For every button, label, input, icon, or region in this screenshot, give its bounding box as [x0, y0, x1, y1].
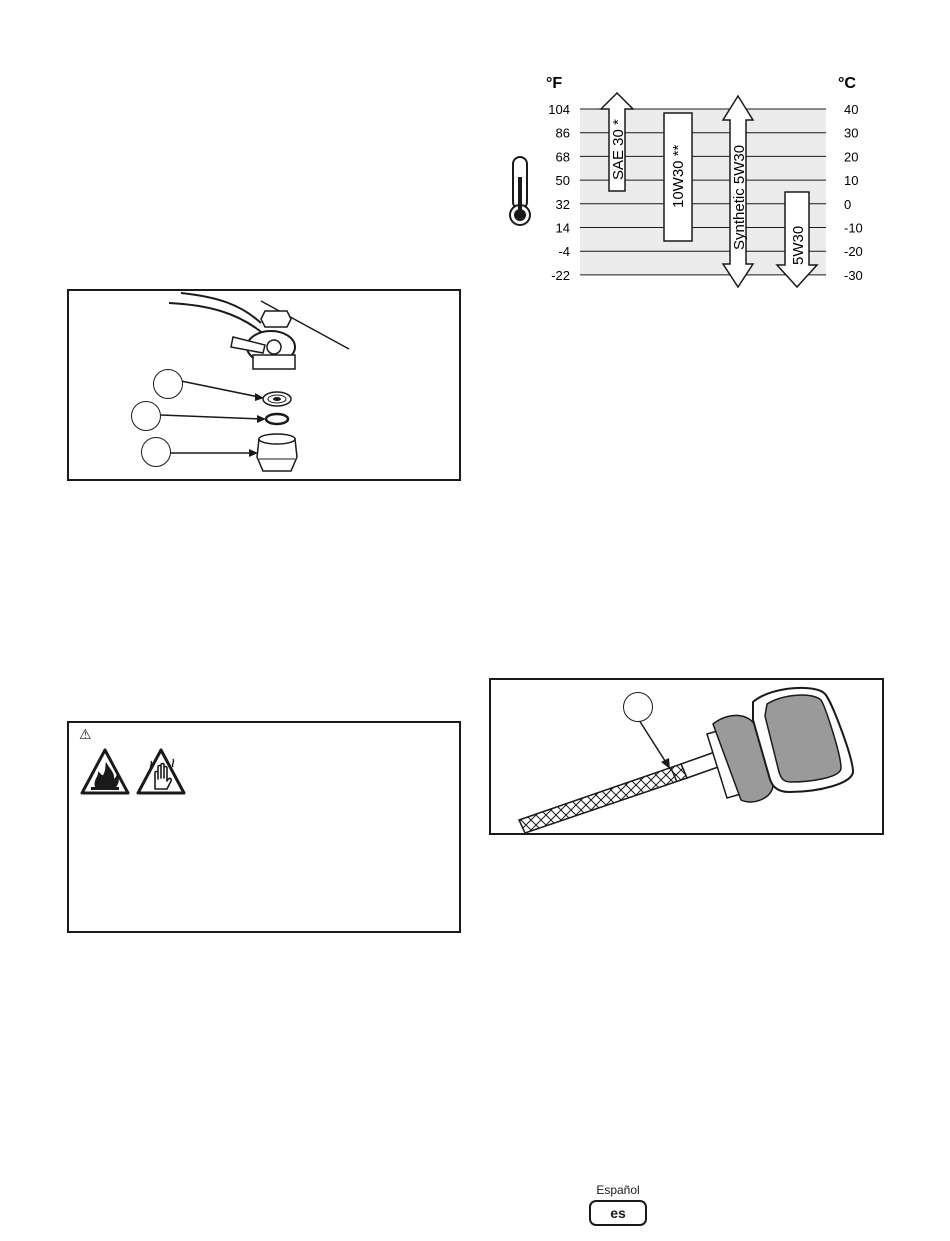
- language-caption: Español: [596, 1183, 640, 1197]
- callout-circle-3: [141, 437, 171, 467]
- warning-alert-icon: ⚠: [79, 726, 92, 742]
- callout-circle-2: [131, 401, 161, 431]
- dipstick-figure: [489, 678, 884, 835]
- fuel-filter-figure: [67, 289, 461, 481]
- celsius-tick-label: -10: [844, 220, 863, 236]
- fuel-filter-illustration: [69, 291, 459, 479]
- 5w30-label: 5W30: [790, 225, 807, 265]
- fahrenheit-tick-label: 50: [555, 173, 570, 189]
- celsius-tick-label: -30: [844, 267, 863, 283]
- celsius-unit-label: °C: [838, 75, 856, 92]
- dipstick-illustration: [491, 680, 882, 833]
- thermometer-icon: [508, 155, 532, 227]
- celsius-tick-label: -20: [844, 244, 863, 260]
- celsius-tick-label: 0: [844, 196, 852, 212]
- language-button-es[interactable]: es: [589, 1200, 647, 1226]
- synthetic-5w30-label: Synthetic 5W30: [731, 144, 748, 250]
- celsius-tick-label: 30: [844, 125, 859, 141]
- fahrenheit-unit-label: °F: [546, 75, 563, 92]
- callout-circle-1: [153, 369, 183, 399]
- hot-surface-icon: [135, 747, 187, 797]
- fahrenheit-tick-label: 68: [555, 149, 570, 165]
- fahrenheit-tick-label: 14: [555, 220, 570, 236]
- celsius-tick-label: 40: [844, 102, 859, 117]
- warning-box: [67, 721, 461, 933]
- celsius-tick-label: 10: [844, 173, 859, 189]
- fahrenheit-tick-label: -4: [558, 244, 570, 260]
- celsius-tick-label: 20: [844, 149, 859, 165]
- callout-circle-dipstick: [623, 692, 653, 722]
- oil-temperature-chart: [500, 60, 880, 300]
- sae30-label: SAE 30 *: [610, 119, 627, 180]
- fire-hazard-icon: [79, 747, 131, 797]
- fahrenheit-tick-label: 86: [555, 125, 570, 141]
- fahrenheit-tick-label: 32: [555, 196, 570, 212]
- 10w30-label: 10W30 **: [670, 144, 687, 208]
- fahrenheit-tick-label: 104: [548, 102, 570, 117]
- fahrenheit-tick-label: -22: [551, 267, 570, 283]
